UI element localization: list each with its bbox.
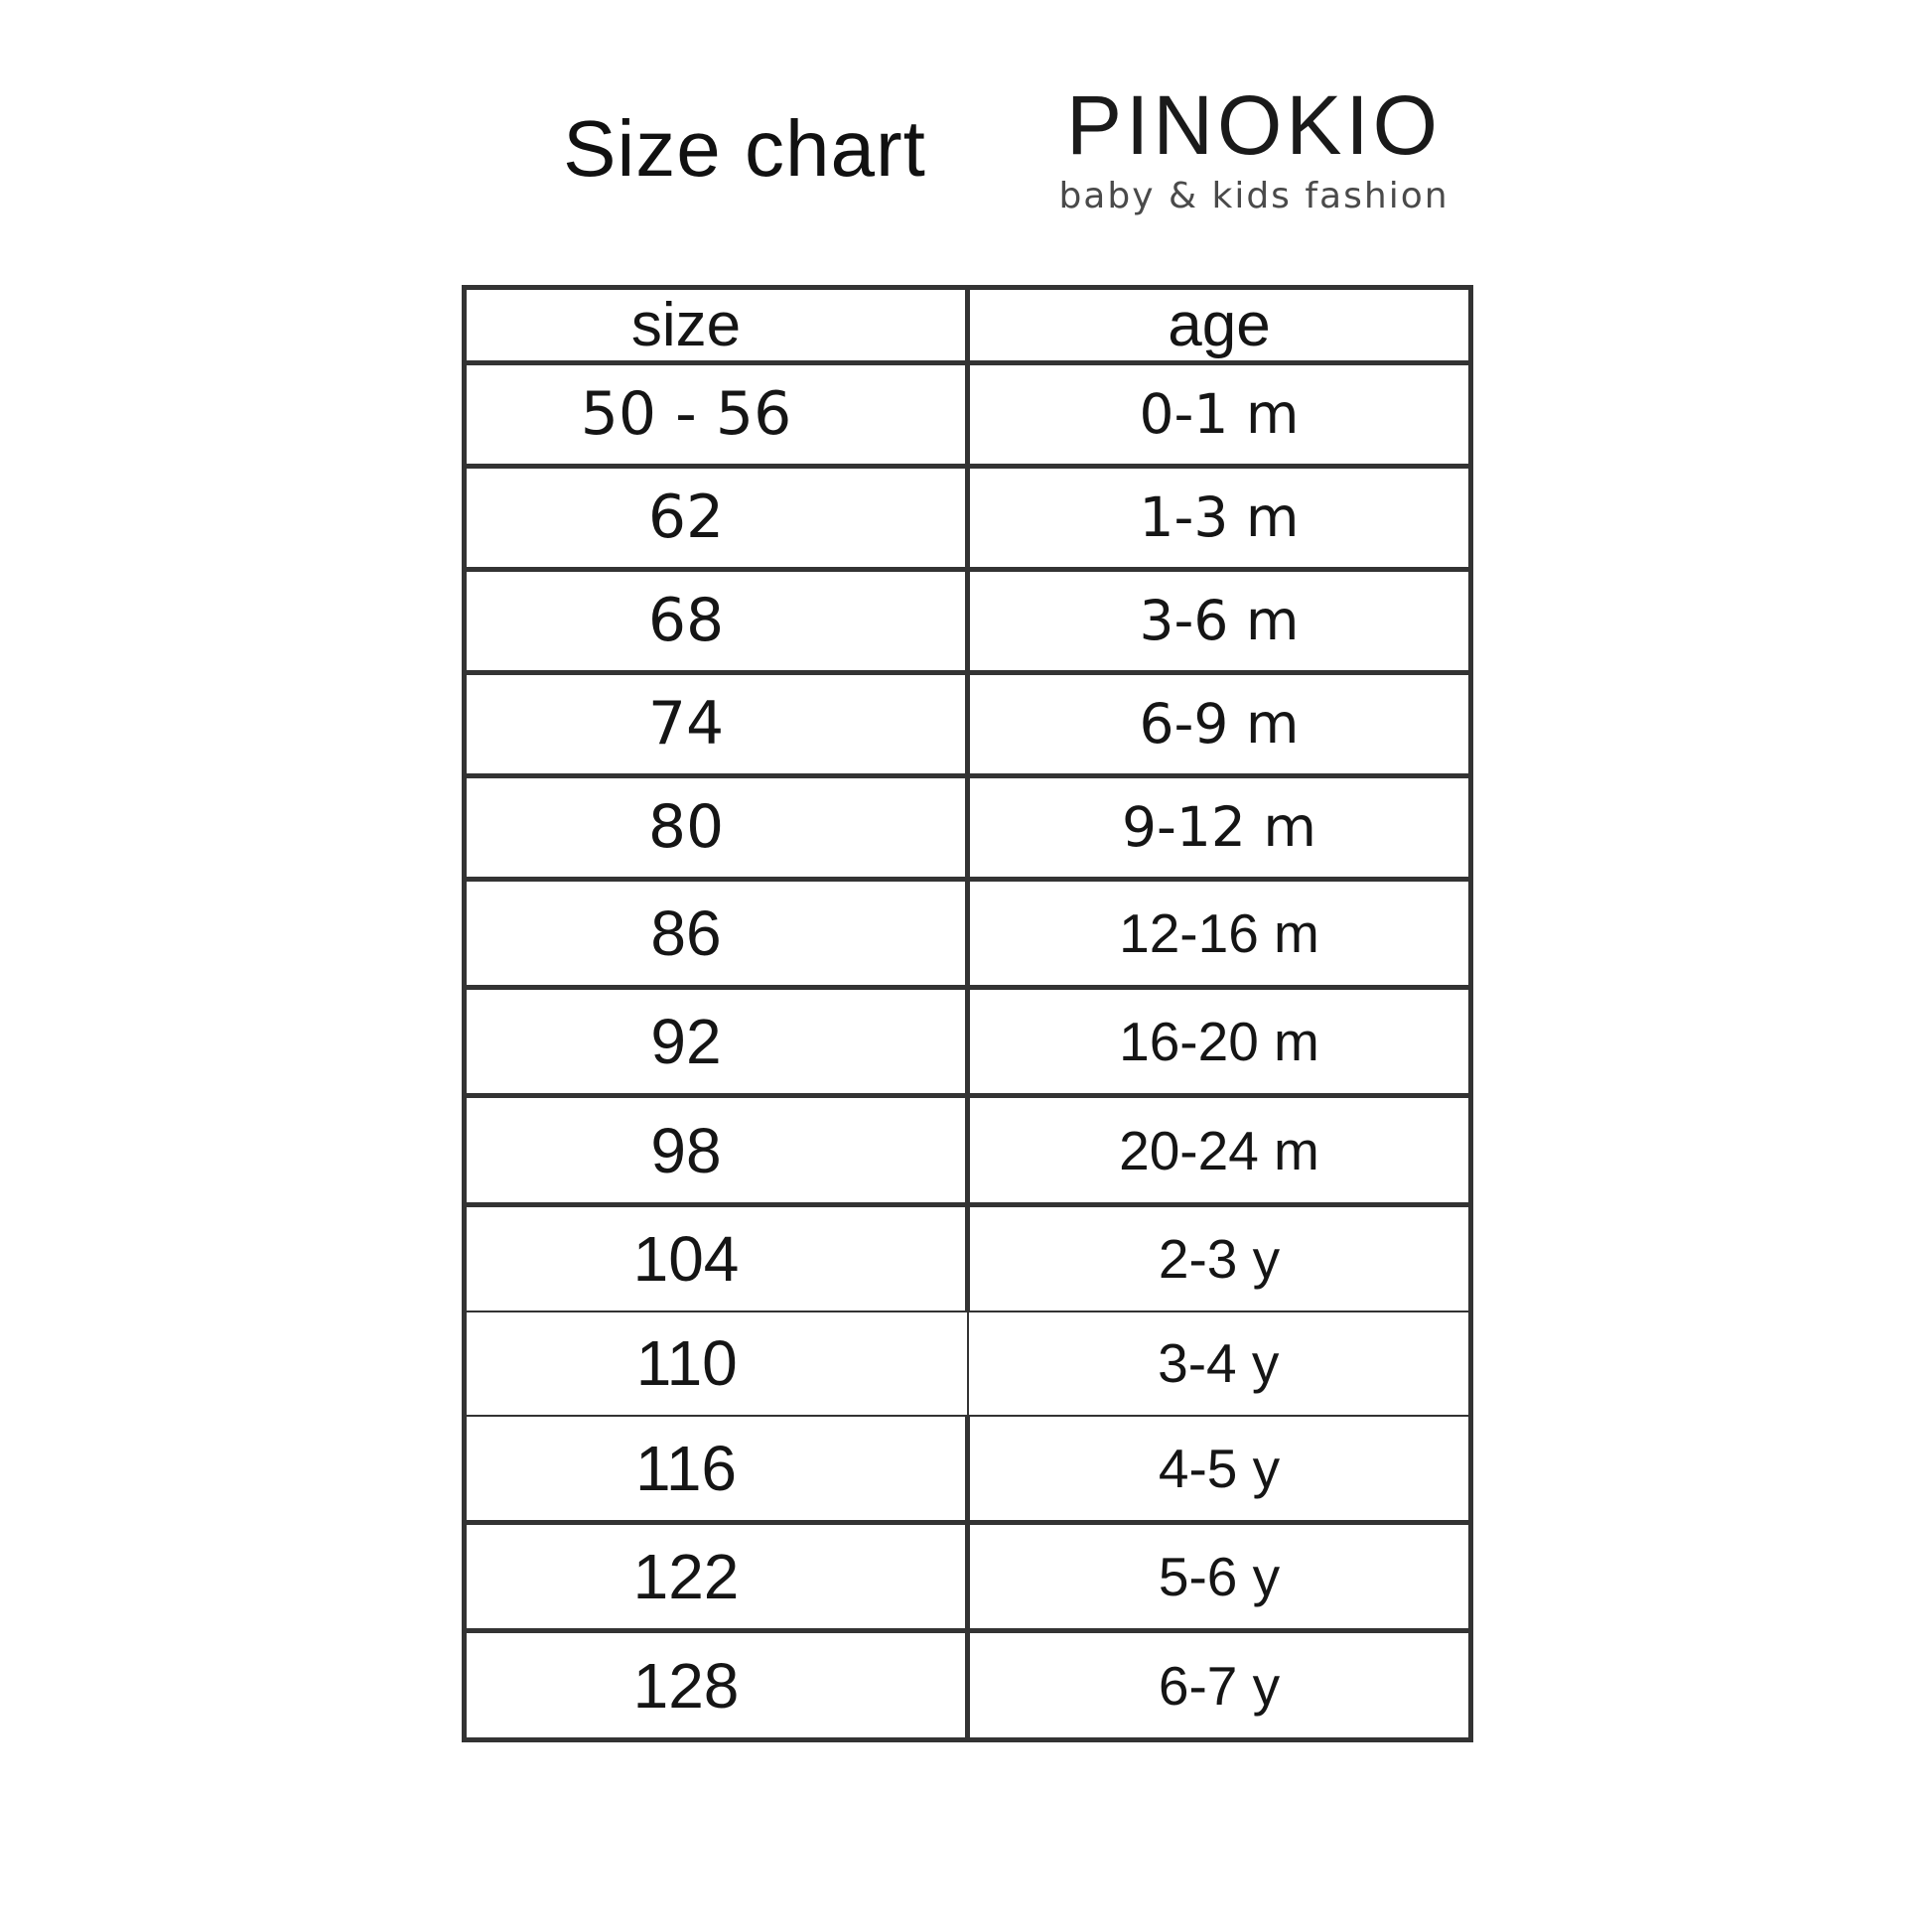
table-row [465, 569, 1471, 672]
size-cell: 74 [465, 672, 968, 775]
size-cell: 68 [465, 569, 968, 672]
page-title: Size chart [563, 104, 926, 193]
table-row [465, 672, 1471, 775]
size-table-header [465, 288, 1471, 363]
table-row [465, 879, 1471, 987]
table-row [465, 1311, 1471, 1416]
age-cell: 12-16 m [968, 879, 1471, 987]
size-cell: 80 [465, 775, 968, 879]
table-row [465, 1522, 1471, 1630]
size-cell: 116 [465, 1416, 968, 1522]
size-cell: 128 [465, 1631, 968, 1740]
size-cell: 50 - 56 [465, 363, 968, 467]
table-row [465, 1631, 1471, 1740]
table-row [465, 363, 1471, 467]
table-row [465, 1096, 1471, 1204]
age-cell: 5-6 y [968, 1522, 1471, 1630]
age-cell: 3-6 m [968, 569, 1471, 672]
size-cell: 86 [465, 879, 968, 987]
size-cell: 92 [465, 987, 968, 1095]
age-cell: 16-20 m [968, 987, 1471, 1095]
brand-logo [1050, 78, 1457, 216]
age-cell: 20-24 m [968, 1096, 1471, 1204]
size-cell: 98 [465, 1096, 968, 1204]
age-cell: 3-4 y [968, 1311, 1471, 1416]
size-cell: 62 [465, 466, 968, 569]
header-row [465, 288, 1471, 363]
table-row [465, 466, 1471, 569]
brand-tagline: baby & kids fashion [1058, 176, 1449, 216]
age-cell: 9-12 m [968, 775, 1471, 879]
size-cell: 110 [465, 1311, 968, 1416]
table-row [465, 1416, 1471, 1522]
age-cell: 1-3 m [968, 466, 1471, 569]
age-cell: 0-1 m [968, 363, 1471, 467]
size-chart-table [462, 285, 1473, 1742]
size-cell: 104 [465, 1204, 968, 1311]
age-cell: 6-9 m [968, 672, 1471, 775]
size-cell: 122 [465, 1522, 968, 1630]
table-row [465, 775, 1471, 879]
column-header-size: size [465, 288, 968, 363]
brand-logo-text: PINOKIO [1065, 78, 1443, 172]
size-table-body [465, 363, 1471, 1740]
table-row [465, 987, 1471, 1095]
age-cell: 6-7 y [968, 1631, 1471, 1740]
column-header-age: age [968, 288, 1471, 363]
age-cell: 4-5 y [968, 1416, 1471, 1522]
table-row [465, 1204, 1471, 1311]
age-cell: 2-3 y [968, 1204, 1471, 1311]
